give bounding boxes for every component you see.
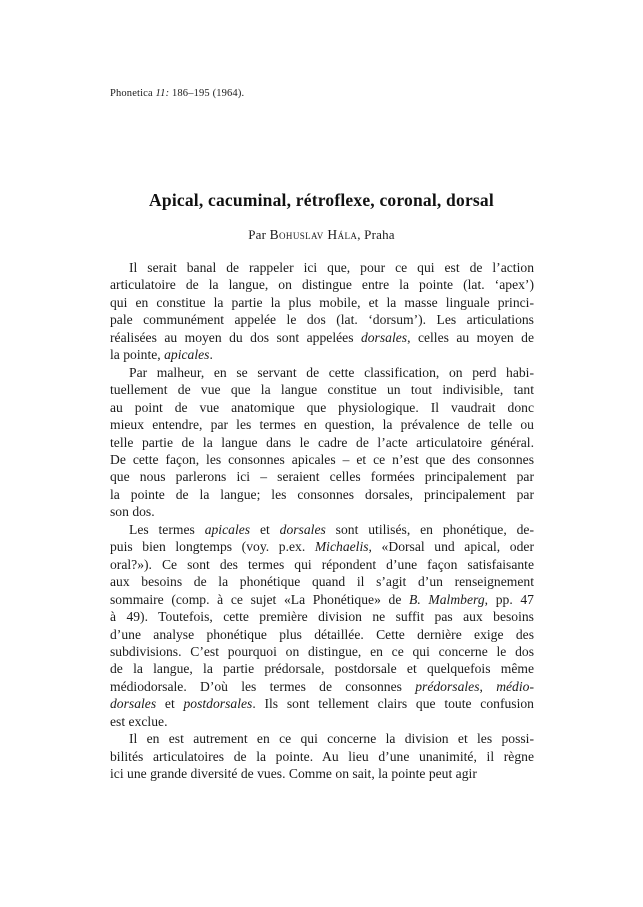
text-run: tuellement de vue que la langue constitue un tout indivisible, tant (110, 382, 534, 398)
text-line (110, 713, 534, 730)
text-line (110, 486, 534, 503)
text-line (110, 626, 534, 643)
text-line (110, 573, 534, 590)
emphasis-term: médio- (496, 678, 534, 694)
text-line (110, 468, 534, 485)
text-run: De cette façon, les consonnes apicales – et ce n’est que des consonnes (110, 451, 534, 467)
pages-and-year: 186–195 (1964). (172, 88, 245, 99)
paragraph (110, 364, 534, 521)
text-run: , pp. 47 (484, 591, 534, 607)
text-run: son dos. (110, 504, 155, 520)
body-text (110, 259, 534, 783)
emphasis-term: postdorsales (183, 696, 253, 712)
article-title: Apical, cacuminal, rétroflexe, coronal, dorsal (149, 190, 494, 210)
text-line (110, 503, 534, 520)
text-line (110, 294, 534, 311)
text-line (110, 416, 534, 433)
text-run: Il en est autrement en ce qui concerne la division et les possi- (129, 731, 534, 747)
text-line (110, 608, 534, 625)
text-line (110, 276, 534, 293)
text-run: et (156, 696, 184, 712)
paragraph (110, 259, 534, 364)
text-line (110, 399, 534, 416)
text-run: d’une analyse phonétique plus détaillée. Cette dernière exige des (110, 626, 534, 642)
byline (110, 211, 533, 243)
text-run: est exclue. (110, 713, 168, 729)
text-run: Il serait banal de rappeler ici que, pour ce qui est de l’action (129, 260, 534, 275)
text-run: sommaire (comp. à ce sujet «La Phonétique» de (110, 591, 410, 607)
title-block (110, 190, 533, 243)
text-line (110, 521, 534, 538)
text-line (110, 381, 534, 398)
text-run: qui en constitue la partie la plus mobile, et la masse linguale princi- (110, 294, 534, 310)
paragraph (110, 730, 534, 782)
text-run: ici une grande diversité de vues. Comme on sait, la pointe peut agir (110, 766, 477, 782)
running-head (110, 88, 244, 99)
text-run: . (209, 347, 213, 363)
text-run: de la langue, la partie prédorsale, postdorsale et quelquefois même (110, 661, 534, 677)
volume-number: 11: (155, 88, 170, 99)
text-run: sont utilisés, en phonétique, de- (325, 521, 534, 537)
text-run: que nous parlerons ici – seraient celles formées principalement par (110, 469, 534, 485)
text-line (110, 311, 534, 328)
text-line (110, 660, 534, 677)
emphasis-term: dorsales (279, 521, 326, 537)
text-line (110, 538, 534, 555)
text-run: réalisées au moyen du dos sont appelées (110, 329, 361, 345)
text-line (110, 346, 534, 363)
emphasis-term: dorsales (360, 329, 408, 345)
text-run: . Ils sont tellement clairs que toute confusion (252, 696, 534, 712)
text-run: bilités articulatoires de la pointe. Au lieu d’une unanimité, il règne (110, 748, 534, 764)
text-run: puis bien longtemps (voy. p.ex. (110, 539, 315, 555)
text-line (110, 730, 534, 747)
text-line (110, 556, 534, 573)
text-line (110, 451, 534, 468)
text-run: subdivisions. C’est pourquoi on distingue, en ce qui concerne le dos (110, 643, 534, 659)
text-run: au point de vue anatomique que physiologique. Il vaudrait donc (110, 399, 534, 415)
text-line (110, 643, 534, 660)
text-line (110, 591, 534, 608)
emphasis-term: Michaelis (314, 539, 369, 555)
text-run: Les termes (129, 521, 205, 537)
author-affiliation: , Praha (357, 227, 395, 242)
text-line (110, 748, 534, 765)
text-run: pale communément appelée le dos (lat. ‘dorsum’). Les articulations (110, 312, 534, 328)
text-run: aux besoins de la phonétique quand il s’agit d’un renseignement (110, 574, 534, 590)
text-run: mieux entendre, par les termes en question, la prévalence de telle ou (110, 417, 534, 433)
text-line (110, 364, 534, 381)
text-run: et (250, 521, 280, 537)
text-run: , (479, 678, 497, 694)
text-line (110, 695, 534, 712)
emphasis-term: B. Malmberg (409, 591, 485, 607)
emphasis-term: apicales (164, 347, 210, 363)
text-run: , celles au moyen de (407, 329, 534, 345)
text-run: Par malheur, en se servant de cette classification, on perd habi- (129, 364, 534, 380)
text-run: la pointe de la langue; les consonnes dorsales, principalement par (110, 486, 534, 502)
text-line (110, 765, 534, 782)
text-run: la pointe, (110, 347, 165, 363)
text-line (110, 678, 534, 695)
byline-prefix: Par (248, 227, 267, 242)
text-run: oral?»). Ce sont des termes qui répondent d’une façon satisfaisante (110, 556, 534, 572)
text-run: telle partie de la langue dans le cadre de l’acte articulatoire général. (110, 434, 534, 450)
text-run: médiodorsale. D’où les termes de consonnes (110, 678, 416, 694)
author-name: Bohuslav Hála (269, 227, 358, 242)
text-line (110, 259, 534, 276)
emphasis-term: prédorsales (415, 678, 480, 694)
emphasis-term: dorsales (110, 696, 157, 712)
text-line (110, 329, 534, 346)
text-line (110, 434, 534, 451)
paragraph (110, 521, 534, 730)
text-run: , «Dorsal und apical, oder (368, 539, 535, 555)
journal-name: Phonetica (110, 88, 153, 99)
text-run: à 49). Toutefois, cette première division ne suffit pas aux besoins (110, 609, 534, 625)
text-run: articulatoire de la langue, on distingue entre la pointe (lat. ‘apex’) (110, 277, 534, 293)
emphasis-term: apicales (204, 521, 251, 537)
